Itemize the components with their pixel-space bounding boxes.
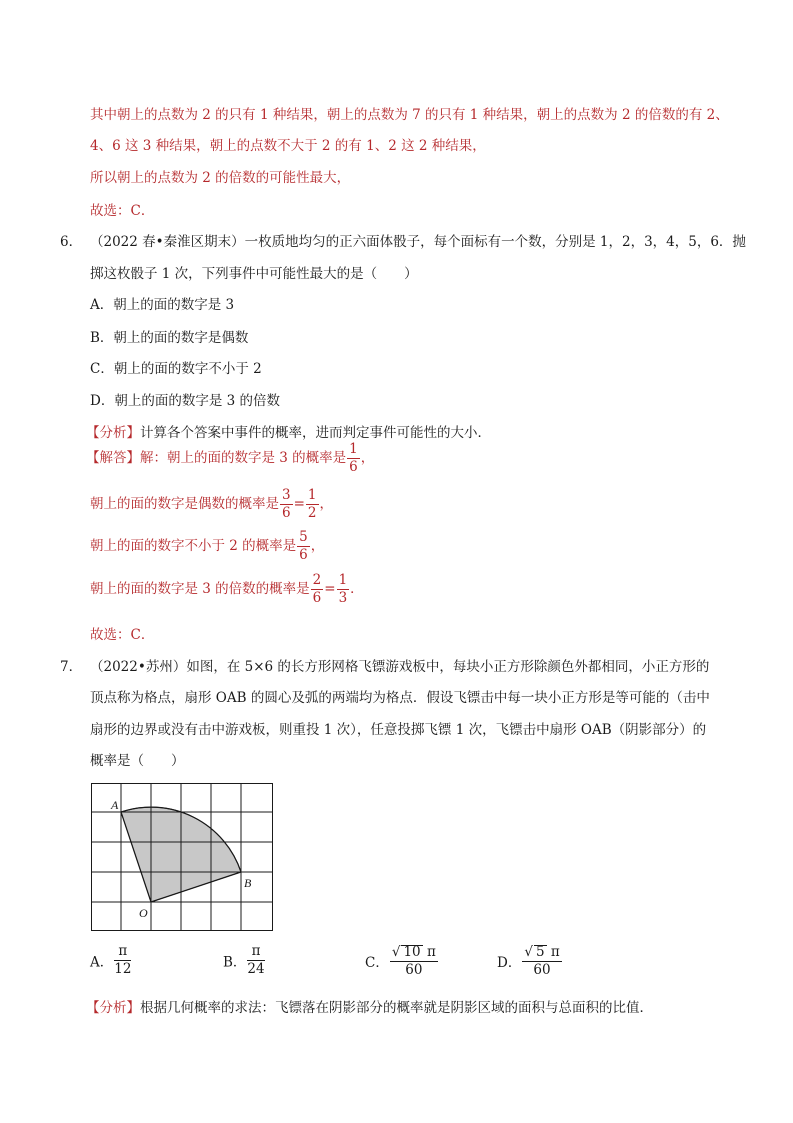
analysis-text: 计算各个答案中事件的概率，进而判定事件可能性的大小． [140,425,491,441]
q6-solution-line-4: 朝上的面的数字是 3 的倍数的概率是 $\frac{2}{6}$ = $\frac{1}{3}$ ． [90,572,364,606]
q7-stem-2: 顶点称为格点，扇形 OAB 的圆心及弧的两端均为格点．假设飞镖击中每一块小正方形是等可能的（击中 [90,690,710,706]
q5-line-2: 4、6 这 3 种结果，朝上的点数不大于 2 的有 1、2 这 2 种结果， [90,138,486,154]
q6-option-a: A．朝上的面的数字是 3 [90,297,235,313]
fraction: $\frac{1}{6}$ [349,441,358,475]
fraction: $\frac{2}{6}$ [312,572,322,606]
q7-stem-4: 概率是（ ） [90,753,185,769]
q7-analysis [86,996,653,1016]
q5-line-1: 其中朝上的点数为 2 的只有 1 种结果，朝上的点数为 7 的只有 1 种结果，朝上的点数为 2 的倍数的有 2、 [90,107,729,123]
q6-number: 6． [60,234,83,250]
analysis-tag: 【分析】 [86,1000,140,1016]
fraction: $\frac{5}{6}$ [299,529,308,563]
q7-option-b: B． $\frac{\pi}{24}$ [223,943,265,977]
grid-svg [91,783,273,931]
q5-answer: 故选：C． [90,203,155,219]
q7-stem-3: 扇形的边界或没有击中游戏板，则重投 1 次），任意投掷飞镖 1 次，飞镖击中扇形 OAB（阴影部分）的 [90,722,707,738]
q6-solution-line-1: 【解答】解：朝上的面的数字是 3 的概率是 $\frac{1}{6}$ ， [86,441,375,475]
analysis-tag: 【分析】 [86,425,140,441]
solution-tag: 【解答】 [86,450,140,466]
q7-option-a: A． $\frac{\pi}{12}$ [90,943,132,977]
point-label-o: O [139,906,148,920]
q6-solution-line-3: 朝上的面的数字不小于 2 的概率是 $\frac{5}{6}$ ， [90,529,325,563]
fraction: $\frac{1}{3}$ [338,572,348,606]
q6-option-d: D．朝上的面的数字是 3 的倍数 [90,393,280,409]
q6-stem-2: 掷这枚骰子 1 次，下列事件中可能性最大的是（ ） [90,266,418,282]
q6-option-b: B．朝上的面的数字是偶数 [90,330,249,346]
q7-option-d: D． $\frac{√ 5 \pi}{60}$ [497,944,560,978]
q7-number: 7． [60,659,83,675]
q6-analysis [86,421,491,441]
sector-grid-figure [91,783,273,931]
q7-option-c: C． $\frac{√ 10 \pi}{60}$ [365,944,436,978]
point-label-b: B [244,876,252,890]
q6-answer: 故选：C． [90,627,155,643]
q6-option-c: C．朝上的面的数字不小于 2 [90,361,262,377]
fraction: $\frac{3}{6}$ [282,487,291,521]
point-label-a: A [111,798,119,812]
q6-stem-1: （2022 春•秦淮区期末）一枚质地均匀的正六面体骰子，每个面标有一个数，分别是 1，2，3，4，5，6．抛 [90,234,746,250]
q7-stem-1: （2022•苏州）如图，在 5×6 的长方形网格飞镖游戏板中，每块小正方形除颜色外都相同，小正方形的 [90,659,710,675]
fraction: $\frac{1}{2}$ [307,487,317,521]
analysis-text: 根据几何概率的求法：飞镖落在阴影部分的概率就是阴影区域的面积与总面积的比值． [140,1000,653,1016]
q6-solution-line-2: 朝上的面的数字是偶数的概率是 $\frac{3}{6}$ = $\frac{1}{2}$ ， [90,487,333,521]
q5-line-3: 所以朝上的点数为 2 的倍数的可能性最大， [90,170,351,186]
